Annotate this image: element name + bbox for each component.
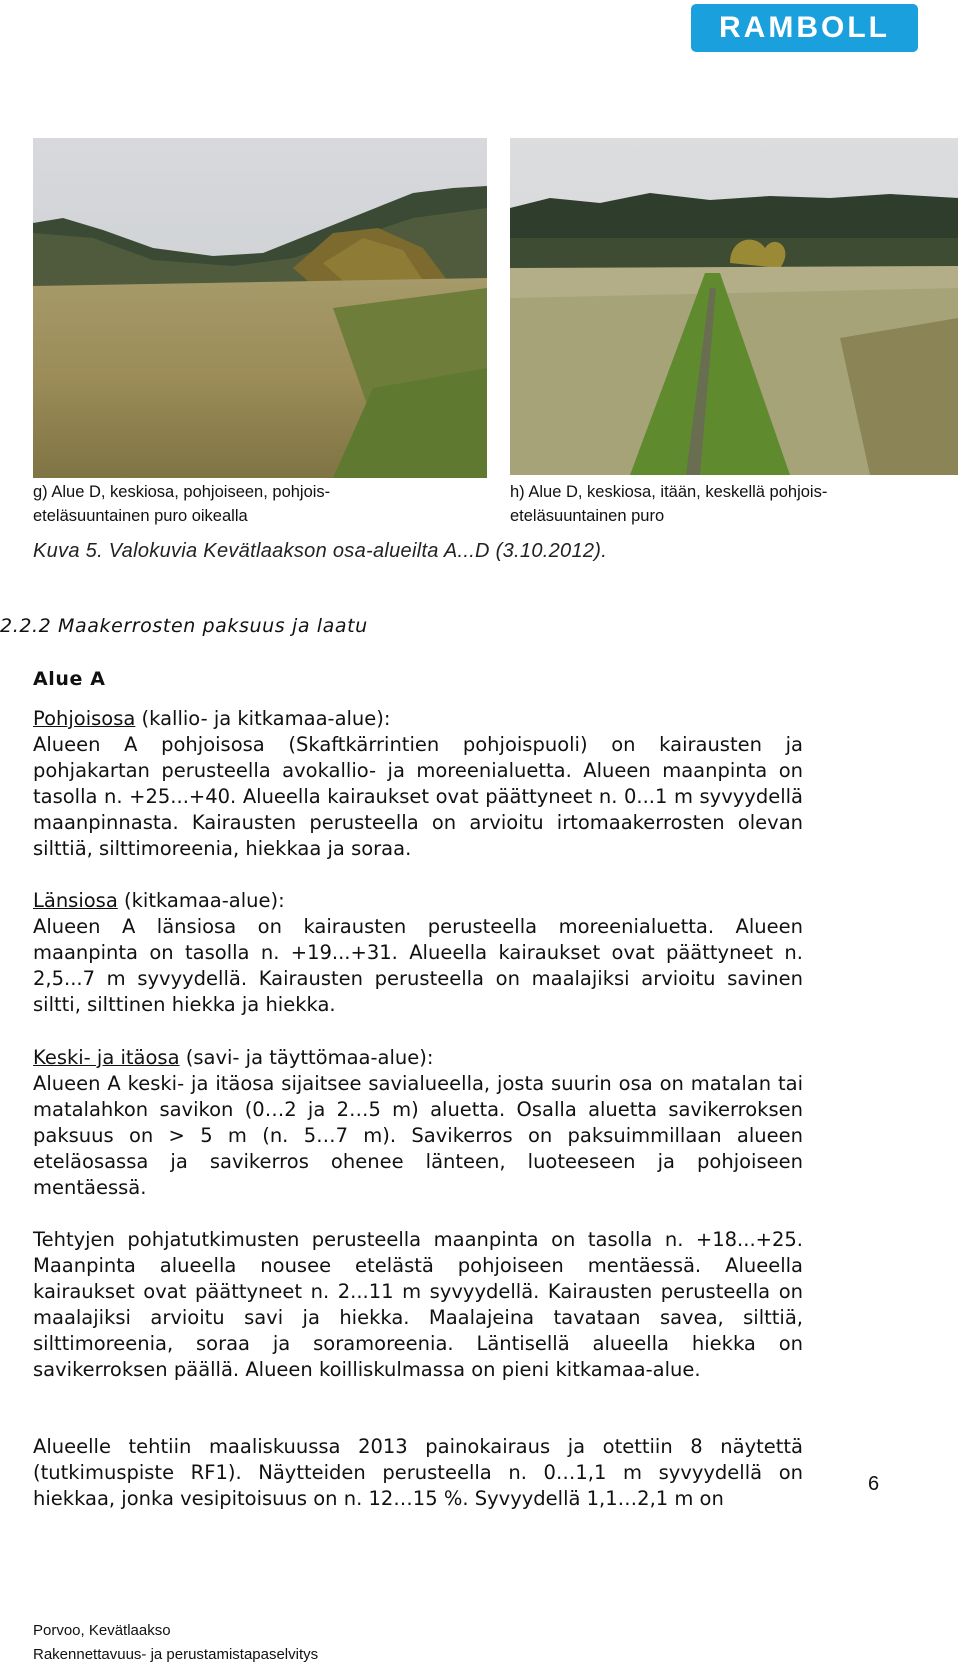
paragraph-body: Alueen A länsiosa on kairausten perusteella moreenialuetta. Alueen maanpinta on tasolla n. +19...+31. Alueella kairaukset ovat päättyneet n. 2,5...7 m syvyydellä. Kairausten perusteella on maalajiksi arvioitu savinen siltti, silttinen hiekka ja hiekka. [33,915,803,1016]
paragraph-body: Alueelle tehtiin maaliskuussa 2013 painokairaus ja otettiin 8 näytettä (tutkimuspiste RF1). Näytteiden perusteella n. 0…1,1 m syvyydellä on hiekkaa, jonka vesipitoisuus on n. 12…15 %. Syvyydellä 1,1…2,1 m on [33,1435,803,1510]
footer-report-title: Rakennettavuus- ja perustamistapaselvitys [33,1646,319,1663]
paragraph-label-rest: (kallio- ja kitkamaa-alue): [135,707,391,730]
paragraph-label: Länsiosa [33,889,118,912]
paragraph-ground-surveys [33,1227,803,1383]
photo-caption-h [510,480,950,528]
caption-line: g) Alue D, keskiosa, pohjoiseen, pohjois- [33,483,331,501]
ramboll-logo: RAMBOLL [691,4,918,52]
figure-caption: Kuva 5. Valokuvia Kevätlaakson osa-alueilta A...D (3.10.2012). [33,540,608,562]
paragraph-north-part [33,706,803,862]
paragraph-label-line [33,1045,803,1071]
section-heading: 2.2.2 Maakerrosten paksuus ja laatu [0,615,368,637]
caption-line: eteläsuuntainen puro [510,507,665,525]
paragraph-label-line [33,706,803,732]
caption-line: eteläsuuntainen puro oikealla [33,507,248,525]
paragraph-body: Tehtyjen pohjatutkimusten perusteella maanpinta on tasolla n. +18...+25. Maanpinta alueella nousee etelästä pohjoiseen mentäessä. Alueella kairaukset ovat päättyneet n. 2...11 m syvyydellä. Kairausten perusteella on maalajiksi arvioitu savi ja hiekka. Maalajeina tavataan savea, silttiä, silttimoreenia, soraa ja soramoreenia. Läntisellä alueella hiekka on savikerroksen päällä. Alueen koilliskulmassa on pieni kitkamaa-alue. [33,1228,803,1381]
paragraph-label-rest: (kitkamaa-alue): [117,889,285,912]
paragraph-label-line [33,888,803,914]
photo-field-north [33,138,487,478]
paragraph-label-rest: (savi- ja täyttömaa-alue): [179,1046,434,1069]
paragraph-central-east-part [33,1045,803,1201]
caption-line: h) Alue D, keskiosa, itään, keskellä pohjois- [510,483,828,501]
photo-caption-g [33,480,473,528]
photo-field-east [510,138,958,475]
page-number: 6 [868,1473,880,1495]
paragraph-label: Pohjoisosa [33,707,136,730]
paragraph-samples [33,1434,803,1512]
paragraph-body: Alueen A pohjoisosa (Skaftkärrintien pohjoispuoli) on kairausten ja pohjakartan perusteella avokallio- ja moreenialuetta. Alueen maanpinta on tasolla n. +25...+40. Alueella kairaukset ovat päättyneet n. 0...1 m syvyydellä maanpinnasta. Kairausten perusteella on arvioitu irtomaakerrosten olevan silttiä, silttimoreenia, hiekkaa ja soraa. [33,733,803,860]
footer-project: Porvoo, Kevätlaakso [33,1622,171,1639]
paragraph-label: Keski- ja itäosa [33,1046,180,1069]
paragraph-west-part [33,888,803,1018]
paragraph-body: Alueen A keski- ja itäosa sijaitsee savialueella, josta suurin osa on matalan tai matalahkon savikon (0…2 ja 2…5 m) aluetta. Osalla aluetta savikerroksen paksuus on > 5 m (n. 5…7 m). Savikerros on paksuimmillaan alueen eteläosassa ja savikerros ohenee länteen, luoteeseen ja pohjoiseen mentäessä. [33,1072,803,1199]
area-heading: Alue A [33,668,106,690]
